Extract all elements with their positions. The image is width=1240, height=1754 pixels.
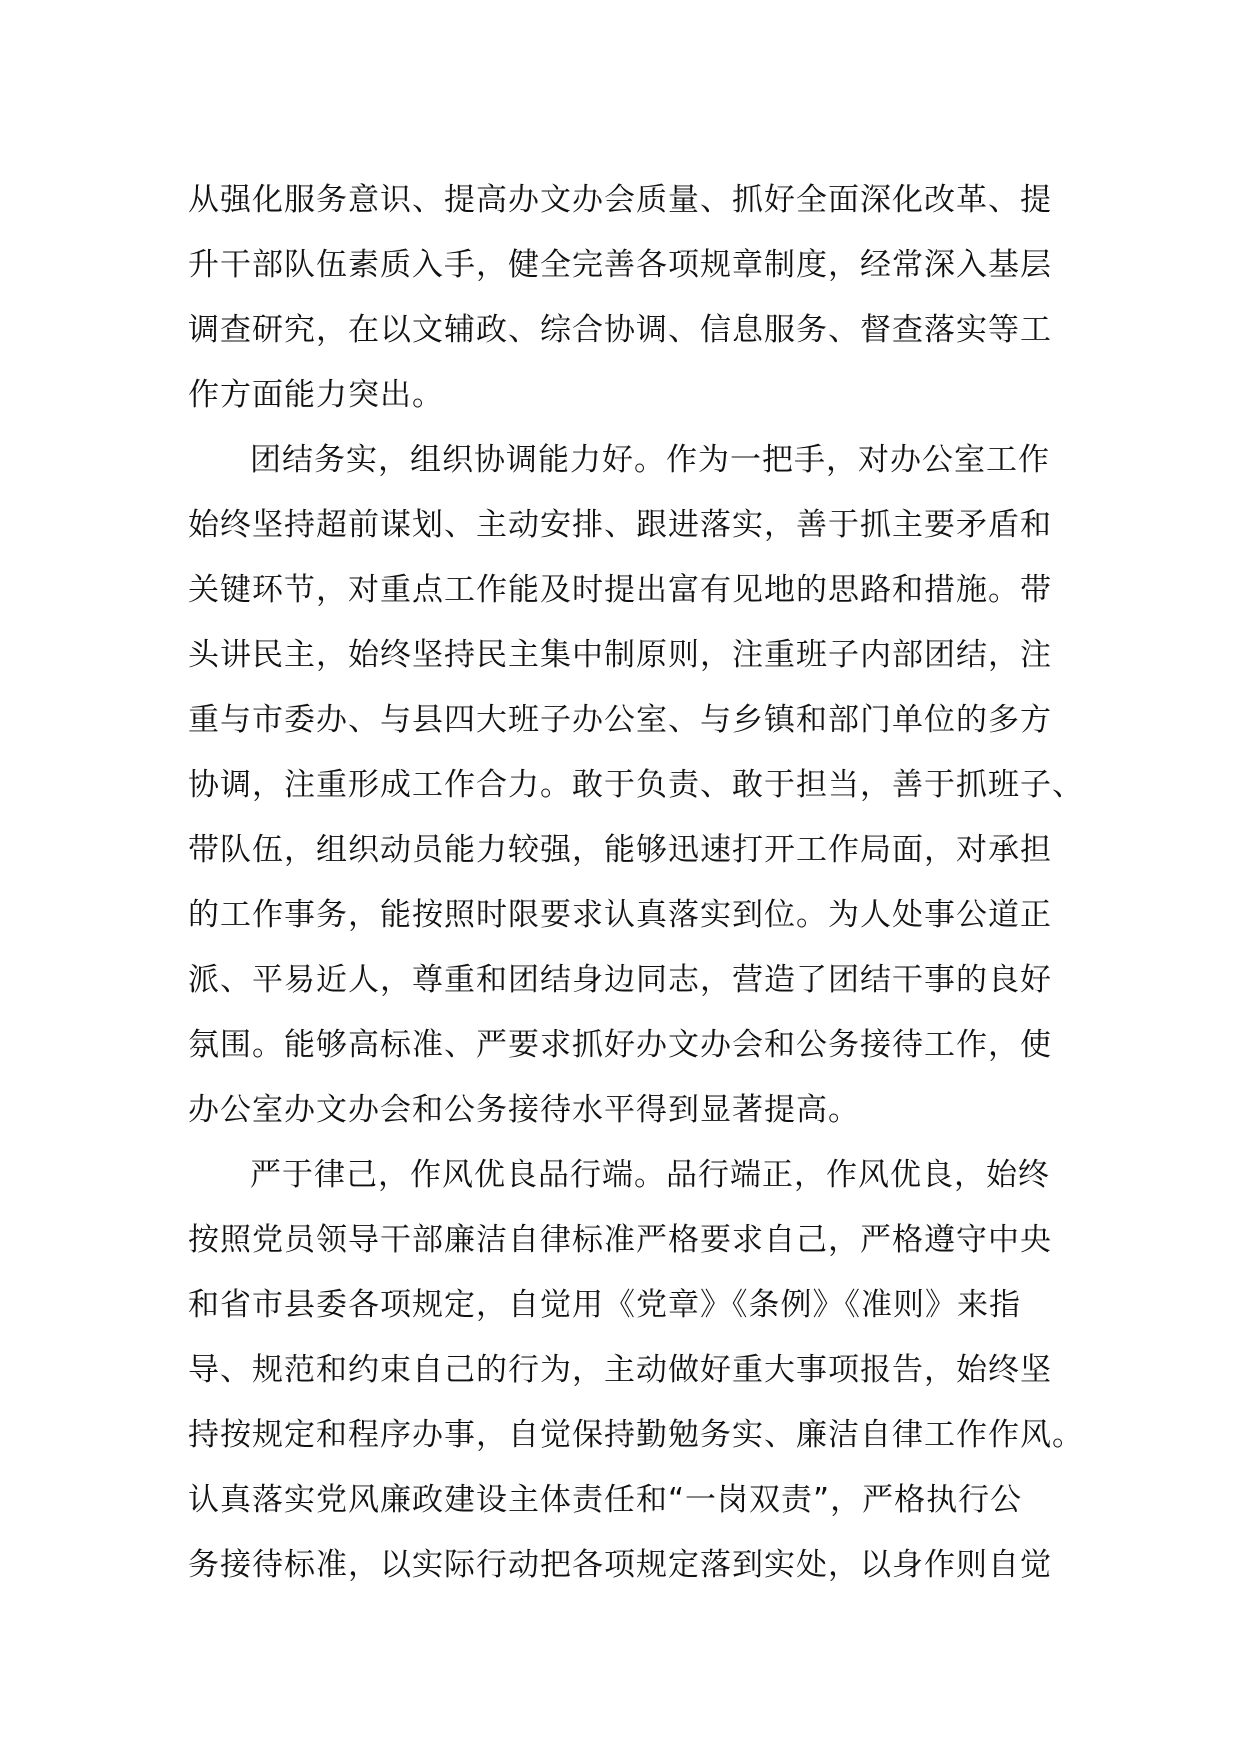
text-line: 关键环节，对重点工作能及时提出富有见地的思路和措施。带	[188, 572, 1052, 608]
text-line: 作方面能力突出。	[188, 377, 444, 413]
body-text	[188, 168, 1088, 1598]
text-line: 氛围。能够高标准、严要求抓好办文办会和公务接待工作，使	[188, 1027, 1052, 1063]
paragraph-start-line: 团结务实，组织协调能力好。作为一把手，对办公室工作	[250, 442, 1050, 478]
text-line: 带队伍，组织动员能力较强，能够迅速打开工作局面，对承担	[188, 832, 1052, 868]
text-line: 持按规定和程序办事，自觉保持勤勉务实、廉洁自律工作作风。	[188, 1417, 1084, 1453]
text-line: 办公室办文办会和公务接待水平得到显著提高。	[188, 1092, 860, 1128]
paragraph-start-line: 严于律己，作风优良品行端。品行端正，作风优良，始终	[250, 1157, 1050, 1193]
text-line: 导、规范和约束自己的行为，主动做好重大事项报告，始终坚	[188, 1352, 1052, 1388]
text-line: 派、平易近人，尊重和团结身边同志，营造了团结干事的良好	[188, 962, 1052, 998]
text-line: 头讲民主，始终坚持民主集中制原则，注重班子内部团结，注	[188, 637, 1052, 673]
text-line: 和省市县委各项规定，自觉用《党章》《条例》《准则》来指	[188, 1287, 1021, 1323]
text-line: 从强化服务意识、提高办文办会质量、抓好全面深化改革、提	[188, 182, 1052, 218]
text-line: 务接待标准，以实际行动把各项规定落到实处，以身作则自觉	[188, 1547, 1052, 1583]
text-line: 按照党员领导干部廉洁自律标准严格要求自己，严格遵守中央	[188, 1222, 1052, 1258]
text-line: 始终坚持超前谋划、主动安排、跟进落实，善于抓主要矛盾和	[188, 507, 1052, 543]
text-line: 认真落实党风廉政建设主体责任和“一岗双责”，严格执行公	[188, 1482, 1023, 1518]
text-line: 升干部队伍素质入手，健全完善各项规章制度，经常深入基层	[188, 247, 1052, 283]
text-line: 重与市委办、与县四大班子办公室、与乡镇和部门单位的多方	[188, 702, 1052, 738]
text-line: 调查研究，在以文辅政、综合协调、信息服务、督查落实等工	[188, 312, 1052, 348]
text-line: 的工作事务，能按照时限要求认真落实到位。为人处事公道正	[188, 897, 1052, 933]
text-line: 协调，注重形成工作合力。敢于负责、敢于担当，善于抓班子、	[188, 767, 1084, 803]
